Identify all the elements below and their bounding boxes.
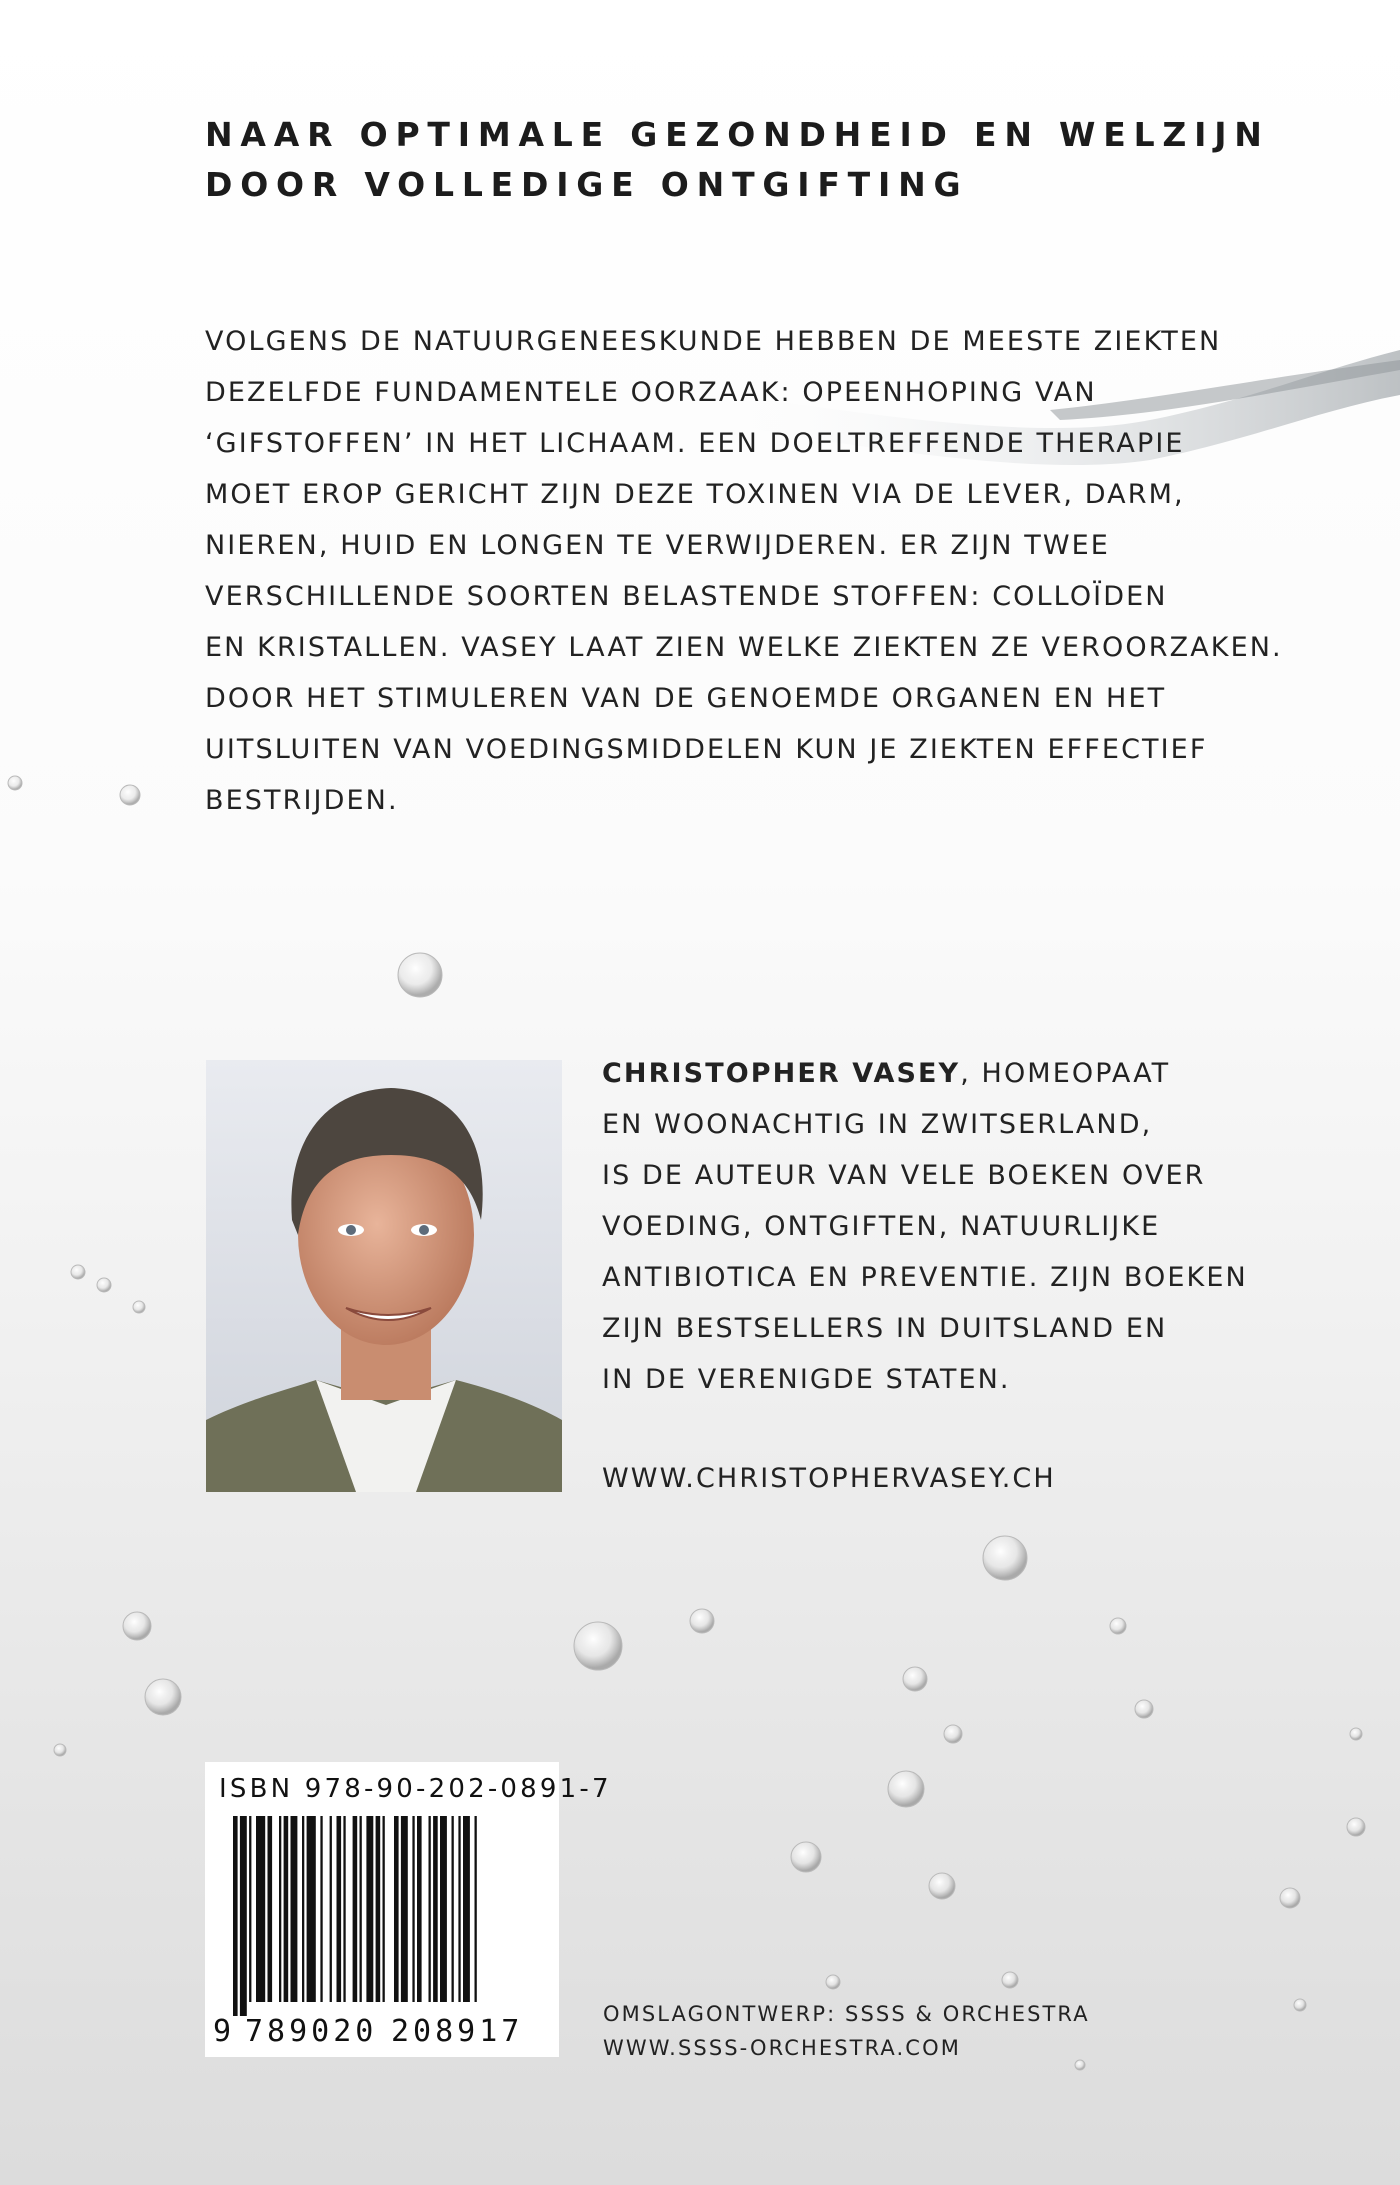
barcode-bar: [440, 1816, 447, 2002]
author-bio-line: IN DE VERENIGDE STATEN.: [602, 1364, 1011, 1395]
barcode-bar: [256, 1816, 265, 2002]
barcode-bar: [240, 1816, 247, 2016]
barcode-bar: [412, 1816, 414, 2002]
barcode-bars: [219, 1816, 545, 2016]
cover-design-credit: OMSLAGONTWERP: SSSS & ORCHESTRA: [603, 2002, 1090, 2026]
barcode-bar: [291, 1816, 298, 2002]
barcode-bar: [284, 1816, 289, 2002]
barcode-bar: [233, 1816, 238, 2016]
barcode-bar: [307, 1816, 316, 2002]
author-bio-first-line: [602, 1058, 1170, 1089]
barcode-bar: [383, 1816, 385, 2002]
barcode-bar: [394, 1816, 399, 2002]
blurb-line: NIEREN, HUID EN LONGEN TE VERWIJDEREN. ER ZIJN TWEE: [205, 530, 1110, 561]
barcode-bar: [429, 1816, 431, 2002]
blurb-line: DEZELFDE FUNDAMENTELE OORZAAK: OPEENHOPING VAN: [205, 377, 1097, 408]
barcode-bar: [376, 1816, 381, 2002]
blurb-line: EN KRISTALLEN. VASEY LAAT ZIEN WELKE ZIEKTEN ZE VEROORZAKEN.: [205, 632, 1283, 663]
blurb-line: UITSLUITEN VAN VOEDINGSMIDDELEN KUN JE ZIEKTEN EFFECTIEF: [205, 734, 1208, 765]
barcode-bar: [249, 1816, 251, 2002]
author-website-link[interactable]: WWW.CHRISTOPHERVASEY.CH: [602, 1463, 1056, 1494]
barcode-digit-first: 9: [213, 2014, 232, 2049]
barcode-bar: [417, 1816, 422, 2002]
barcode-bar: [458, 1816, 460, 2002]
blurb-line: BESTRIJDEN.: [205, 785, 399, 816]
heading-line-2: DOOR VOLLEDIGE ONTGIFTING: [205, 165, 969, 204]
barcode-bar: [330, 1816, 332, 2002]
author-photo: [206, 1060, 562, 1492]
barcode-bar: [268, 1816, 273, 2002]
blurb-line: MOET EROP GERICHT ZIJN DEZE TOXINEN VIA DE LEVER, DARM,: [205, 479, 1185, 510]
barcode-bar: [433, 1816, 438, 2002]
cover-design-website[interactable]: WWW.SSSS-ORCHESTRA.COM: [603, 2036, 961, 2060]
author-bio-first-rest: , HOMEOPAAT: [960, 1058, 1171, 1089]
barcode-bar: [463, 1816, 470, 2002]
author-bio-line: IS DE AUTEUR VAN VELE BOEKEN OVER: [602, 1160, 1206, 1191]
barcode-bar: [366, 1816, 373, 2002]
author-bio-line: ANTIBIOTICA EN PREVENTIE. ZIJN BOEKEN: [602, 1262, 1248, 1293]
blurb-line: ‘GIFSTOFFEN’ IN HET LICHAAM. EEN DOELTREFFENDE THERAPIE: [205, 428, 1185, 459]
barcode-bar: [302, 1816, 304, 2002]
author-bio-line: ZIJN BESTSELLERS IN DUITSLAND EN: [602, 1313, 1168, 1344]
blurb-line: VERSCHILLENDE SOORTEN BELASTENDE STOFFEN: COLLOÏDEN: [205, 581, 1168, 612]
blurb-line: DOOR HET STIMULEREN VAN DE GENOEMDE ORGANEN EN HET: [205, 683, 1167, 714]
barcode-bar: [360, 1816, 362, 2002]
author-bio-line: VOEDING, ONTGIFTEN, NATUURLIJKE: [602, 1211, 1161, 1242]
barcode-digits-right: 208917: [391, 2014, 524, 2049]
author-bio-line: EN WOONACHTIG IN ZWITSERLAND,: [602, 1109, 1153, 1140]
barcode-bar: [343, 1816, 345, 2002]
barcode-bar: [353, 1816, 358, 2002]
barcode-bar: [279, 1816, 281, 2002]
barcode-bar: [320, 1816, 322, 2002]
barcode-bar: [337, 1816, 342, 2002]
isbn-label: ISBN 978-90-202-0891-7: [219, 1774, 612, 1804]
barcode-bar: [452, 1816, 454, 2002]
isbn-barcode: [205, 1762, 612, 2057]
blurb-line: VOLGENS DE NATUURGENEESKUNDE HEBBEN DE MEESTE ZIEKTEN: [205, 326, 1222, 357]
heading-line-1: NAAR OPTIMALE GEZONDHEID EN WELZIJN: [205, 115, 1270, 154]
barcode-bar: [401, 1816, 408, 2002]
author-name: CHRISTOPHER VASEY: [602, 1058, 961, 1089]
barcode-bar: [475, 1816, 477, 2002]
barcode-digits-left: 789020: [245, 2014, 378, 2049]
